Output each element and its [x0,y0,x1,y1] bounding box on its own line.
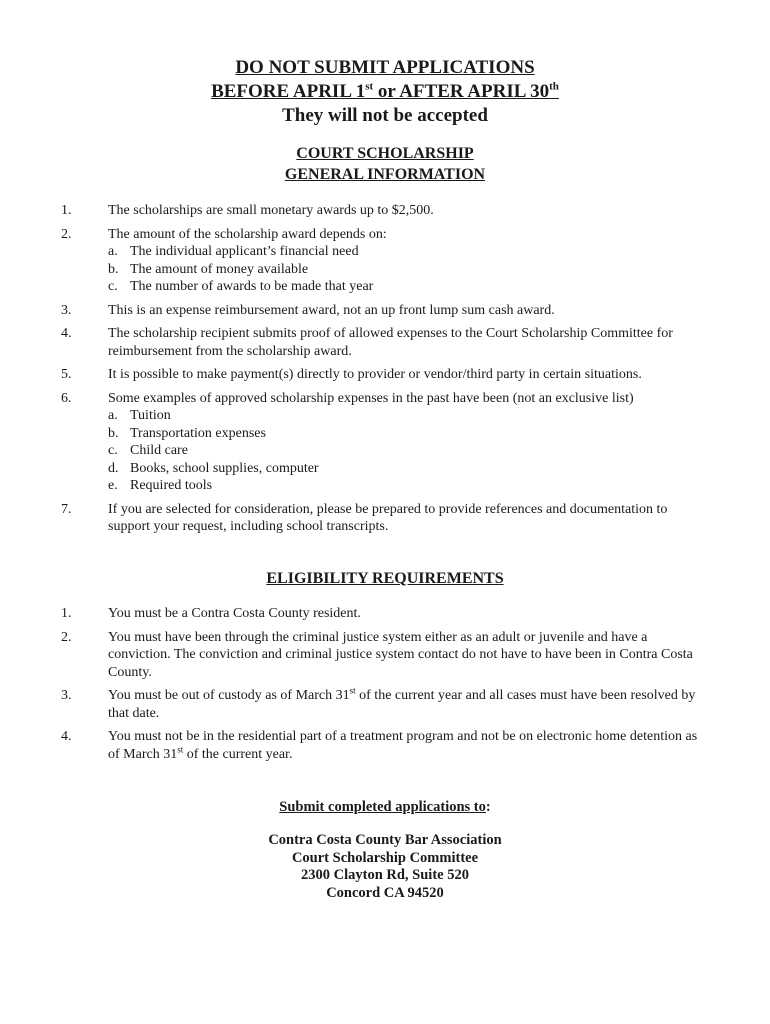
list-item [0,202,770,220]
warning-date-1: BEFORE APRIL 1 [211,81,366,102]
sub-text: Books, school supplies, computer [130,460,319,476]
item-number: 4. [61,326,72,341]
item-number: 2. [61,226,72,242]
item-text: If you are selected for consideration, please be prepared to provide references and documentation to support your request, including school transcripts. [108,501,668,534]
sub-text: The individual applicant’s financial need [130,244,359,259]
item-text: This is an expense reimbursement award, not an up front lump sum cash award. [108,302,555,318]
general-title-line-1: COURT SCHOLARSHIP [296,145,474,162]
sub-item [108,425,710,443]
sub-letter: b. [108,425,119,441]
item-number: 5. [61,367,72,382]
item-number: 1. [61,203,72,218]
general-info-list [0,202,770,542]
sub-letter: d. [108,460,119,476]
item-text-tail: of the current year. [183,746,293,762]
list-item [0,302,770,320]
general-info-title [0,143,770,185]
sub-item [108,243,710,261]
item-sup: st [177,743,184,754]
general-title-line-2: GENERAL INFORMATION [284,166,486,183]
item-number: 3. [61,302,72,318]
sub-item [108,442,710,460]
item-text: You must not be in the residential part of a treatment program and not be on electronic home detention as of March 31 [108,729,698,762]
sub-letter: c. [108,279,118,294]
warning-line-1: DO NOT SUBMIT APPLICATIONS [235,57,535,78]
address-line: 2300 Clayton Rd, Suite 520 [301,867,469,883]
item-sup: st [349,685,356,696]
sub-letter: a. [108,244,118,259]
item-text: You must have been through the criminal justice system either as an adult or juvenile and have a conviction. The conviction and criminal justice system contact do not have to have been in Contra Costa County. [108,629,693,680]
address-line: Concord CA 94520 [326,884,444,901]
list-item [0,728,770,763]
sub-letter: b. [108,261,119,277]
warning-line-2 [0,80,770,104]
sub-item [108,407,710,425]
mailing-address [0,832,770,902]
item-text: You must be out of custody as of March 31 [108,688,350,703]
item-number: 3. [61,688,72,703]
item-text-tail: of the current year and all cases must have been resolved by that date. [108,688,696,721]
sub-text: Tuition [130,408,171,423]
item-text: The amount of the scholarship award depends on: [108,226,387,242]
item-text: Some examples of approved scholarship expenses in the past have been (not an exclusive list) [108,390,634,406]
sub-item [108,261,710,279]
eligibility-title: ELIGIBILITY REQUIREMENTS [266,570,504,587]
warning-line-3: They will not be accepted [282,105,488,126]
submit-heading-colon: : [485,799,491,815]
item-text: You must be a Contra Costa County resident. [108,606,361,621]
list-item [0,226,770,296]
item-number: 1. [61,606,72,621]
address-line: Court Scholarship Committee [291,849,479,866]
warning-sup-2: th [549,80,559,93]
sub-text: Required tools [130,478,213,493]
list-item [0,501,770,536]
item-number: 7. [61,501,72,517]
address-line: Contra Costa County Bar Association [268,832,502,848]
sub-letter: a. [108,408,118,423]
submit-heading [0,798,770,816]
warning-date-2: or AFTER APRIL 30 [373,81,550,102]
list-item [0,687,770,722]
item-number: 4. [61,729,72,744]
sub-text: Transportation expenses [130,425,266,441]
item-text: It is possible to make payment(s) directly to provider or vendor/third party in certain situations. [108,367,642,382]
sub-letter: c. [108,443,118,458]
sub-item [108,460,710,478]
submission-warning [0,56,770,128]
warning-sup-1: st [365,80,374,93]
sub-letter: e. [108,478,118,493]
list-item [0,325,770,360]
item-number: 2. [61,629,72,645]
sub-text: Child care [130,443,188,458]
sub-item [108,278,710,296]
list-item [0,605,770,623]
item-text: The scholarship recipient submits proof of allowed expenses to the Court Scholarship Committee for reimbursement from the scholarship award. [108,326,673,359]
list-item [0,366,770,384]
item-number: 6. [61,390,72,406]
submit-heading-text: Submit completed applications to [279,799,486,815]
list-item [0,629,770,682]
sub-text: The amount of money available [130,261,309,277]
sub-item [108,477,710,495]
list-item [0,390,770,495]
item-text: The scholarships are small monetary awards up to $2,500. [108,203,434,218]
sub-text: The number of awards to be made that year [130,279,374,294]
eligibility-list [0,605,770,769]
